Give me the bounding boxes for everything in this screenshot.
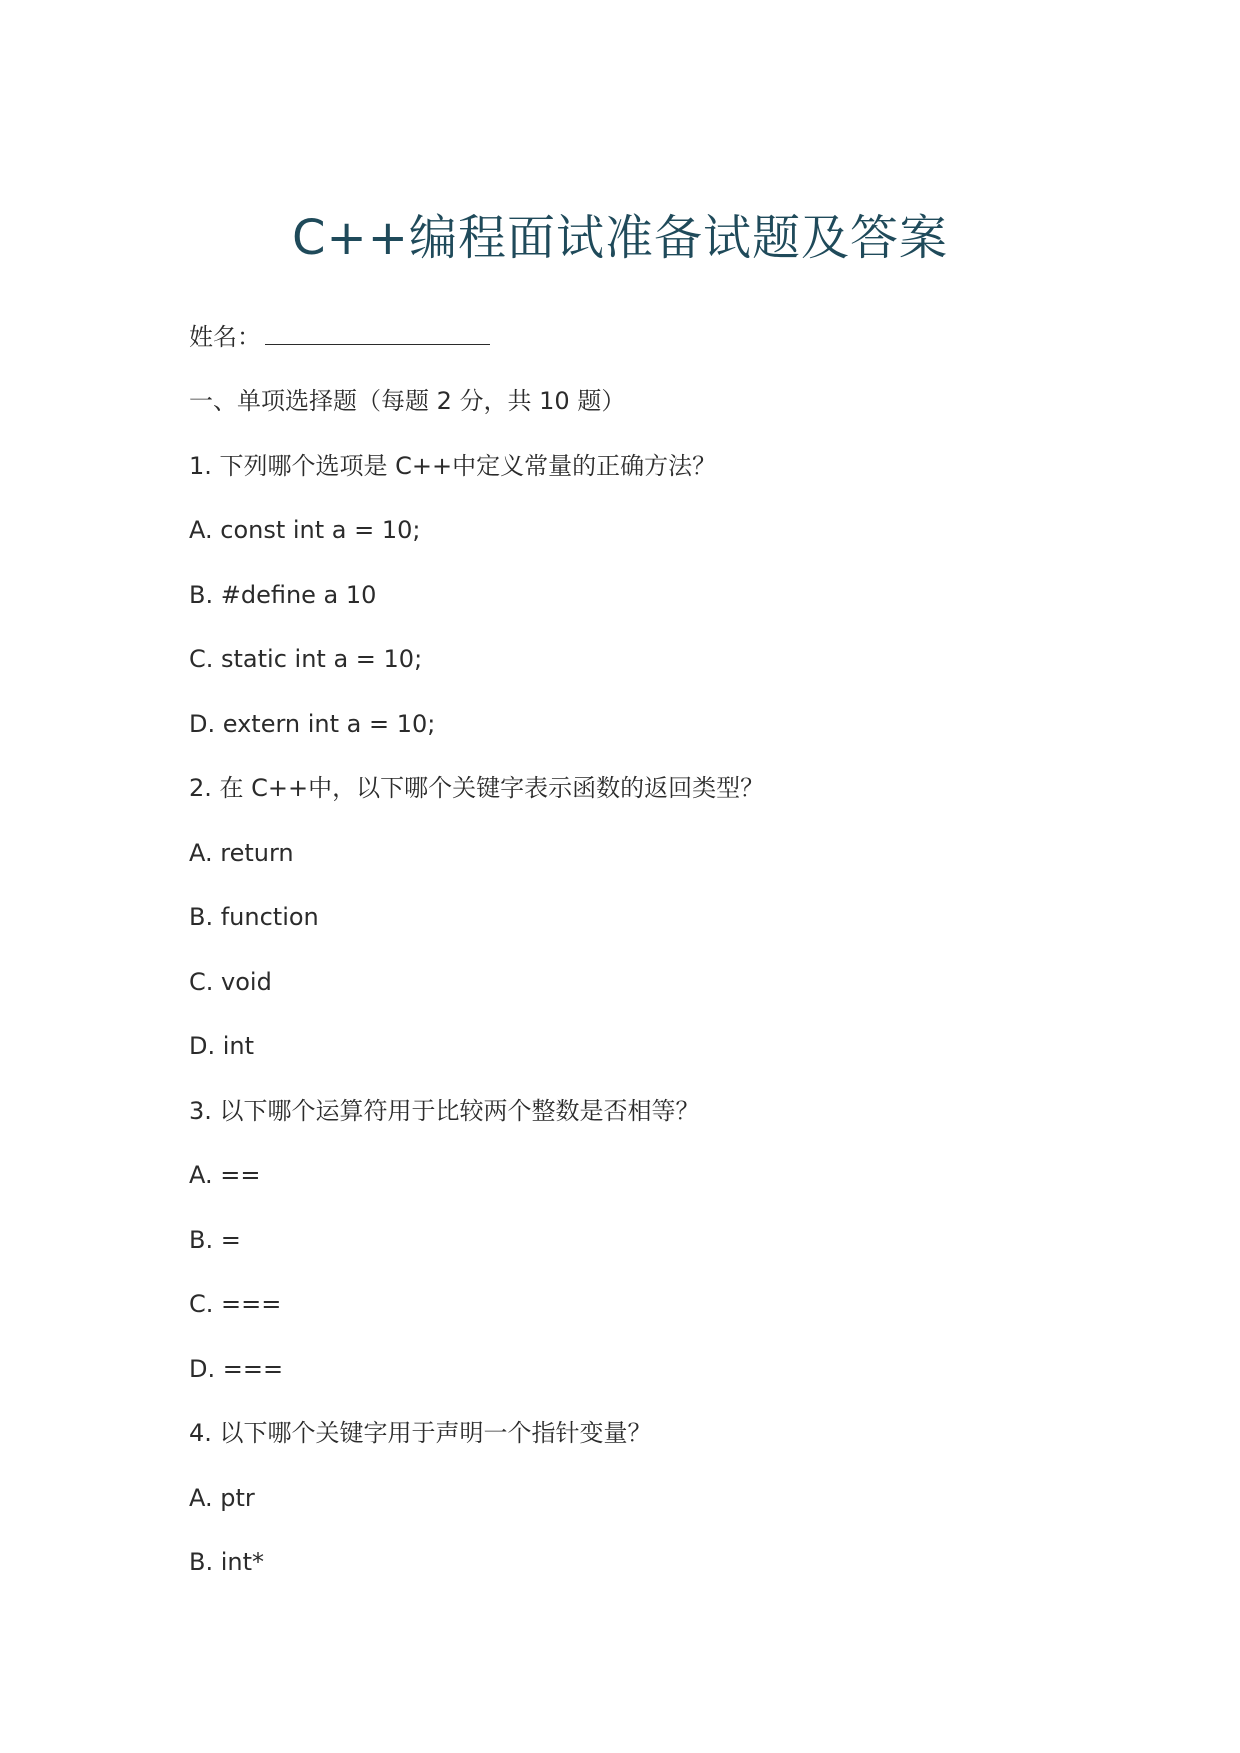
name-field-row (189, 321, 490, 353)
document-title: C++编程面试准备试题及答案 (292, 210, 948, 266)
question-stem: 2. 在 C++中，以下哪个关键字表示函数的返回类型？ (189, 774, 765, 802)
question-stem: 1. 下列哪个选项是 C++中定义常量的正确方法？ (189, 452, 717, 480)
question-option: C. static int a = 10; (189, 645, 423, 673)
question-option: D. extern int a = 10; (189, 710, 436, 738)
question-option: A. const int a = 10; (189, 516, 421, 544)
question-stem: 3. 以下哪个运算符用于比较两个整数是否相等？ (189, 1097, 700, 1125)
question-option: A. ptr (189, 1484, 255, 1512)
question-option: A. == (189, 1161, 261, 1189)
name-label: 姓名： (189, 323, 261, 351)
question-option: B. = (189, 1226, 241, 1254)
question-option: C. === (189, 1290, 282, 1318)
question-option: B. int* (189, 1548, 265, 1576)
question-option: A. return (189, 839, 294, 867)
question-stem: 4. 以下哪个关键字用于声明一个指针变量？ (189, 1419, 652, 1447)
question-option: D. === (189, 1355, 284, 1383)
question-option: B. #define a 10 (189, 581, 377, 609)
name-blank-line (265, 322, 490, 345)
question-option: C. void (189, 968, 272, 996)
question-option: D. int (189, 1032, 255, 1060)
section-heading: 一、单项选择题（每题 2 分，共 10 题） (189, 387, 626, 415)
question-option: B. function (189, 903, 319, 931)
